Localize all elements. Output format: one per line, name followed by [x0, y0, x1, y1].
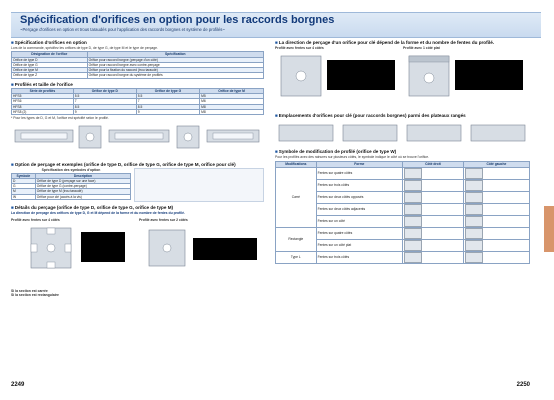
table-header: Spécification — [87, 52, 263, 57]
table-cell: 5.5 — [73, 93, 136, 98]
table-cell: Orifice de type D (perçage sur une face) — [35, 178, 130, 183]
table-row — [12, 109, 264, 114]
left-column — [11, 40, 264, 297]
page-number: 2250 — [516, 382, 530, 388]
table-cell — [463, 251, 529, 263]
page-subtitle: ~Perçage d'orifices en option et trous taraudés pour l'application des raccords borgnes et système de profilés~ — [20, 27, 225, 32]
note-label: Si la section est carrée — [11, 288, 48, 293]
table-cell: M8 — [200, 104, 264, 109]
table-cell: HFS8 — [12, 104, 74, 109]
table-cell: Orifice pour raccord borgne (perçage d'un côté) — [87, 57, 263, 62]
plate-drawing — [343, 125, 397, 141]
table-cell: Orifice pour raccord borgne du système de profilés — [87, 73, 263, 78]
section-title: ■ La direction de perçage d'un orifice pour clé dépend de la forme et du nombre de fentes du profilé. — [275, 40, 530, 45]
size-table — [11, 88, 264, 115]
plate-drawing — [471, 125, 525, 141]
group-cell: Rectangle — [276, 227, 317, 251]
table-header: Orifice de type D — [73, 88, 136, 93]
table-cell: Fentes sur deux côtés adjacents — [316, 203, 402, 215]
section-text: La direction de perçage des orifices de type D, G et M dépend de la forme et du nombre de fentes du profilé. — [11, 211, 185, 216]
note-label: Si la section est rectangulaire — [11, 292, 59, 297]
table-header: Forme — [316, 162, 402, 167]
table-cell — [463, 215, 529, 227]
profile-label: Profilé avec fentes sur 2 côtés — [139, 217, 188, 222]
section-title: ■ Profilés et taille de l'orifice — [11, 82, 264, 87]
profile-a-diagram — [11, 222, 135, 284]
profile-c-diagram — [275, 50, 399, 106]
table-cell — [463, 191, 529, 203]
table-cell: Fentes sur un côté — [316, 215, 402, 227]
group-cell: Carré — [276, 167, 317, 227]
table-cell — [402, 215, 463, 227]
section-title: ■ Symbole de modification de profilé (orifice de type W) — [275, 149, 530, 154]
profile-label: Profilé avec fentes sur 4 côtés — [275, 46, 324, 50]
plate-diagrams — [275, 119, 530, 149]
profile-b-diagram — [139, 222, 263, 284]
table-header: Symbole — [12, 173, 36, 178]
table-cell — [402, 179, 463, 191]
table-cell: Orifice de type Z — [12, 73, 88, 78]
table-cell — [402, 191, 463, 203]
profile-drawing — [79, 126, 101, 148]
table-cell: M6 — [200, 99, 264, 104]
profile-label: Profilé avec fentes sur 4 côtés — [11, 217, 60, 222]
table-cell: Fentes sur quatre côtés — [316, 167, 402, 179]
table-cell — [463, 227, 529, 239]
section-title: ■ Spécification d'orifices en option — [11, 40, 264, 45]
table-cell: Fentes sur quatre côtés — [316, 227, 402, 239]
table-cell: Fentes sur deux côtés opposés — [316, 191, 402, 203]
table-cell: HFS5 — [12, 93, 74, 98]
table-row — [276, 251, 530, 263]
table-header: Description — [35, 173, 130, 178]
table-cell: Fentes sur trois côtés — [316, 179, 402, 191]
profile-drawing — [207, 130, 259, 142]
group-cell: Type L — [276, 251, 317, 263]
table-cell: Orifice de type M — [12, 68, 88, 73]
table-note: * Pour les types de D, G et M, l'orifice est spécifié selon le profilé. — [11, 116, 109, 121]
plate-drawing — [407, 125, 461, 141]
table-header: Orifice de type M — [200, 88, 264, 93]
right-column — [275, 40, 530, 264]
symbol-table — [11, 173, 131, 200]
title-bar — [11, 12, 541, 38]
table-cell: 8.5 — [73, 104, 136, 109]
table-cell: Fentes sur trois côtés — [316, 251, 402, 263]
table-cell: HFS8 (2) — [12, 109, 74, 114]
table-header: Côté droit — [402, 162, 463, 167]
table-cell — [402, 203, 463, 215]
table-header: Orifice de type G — [136, 88, 199, 93]
table-row — [12, 194, 131, 199]
table-cell: 7 — [136, 99, 199, 104]
table-cell: M8 — [200, 109, 264, 114]
table-cell: W — [12, 194, 36, 199]
table-cell: Orifice de type M (trou taraudé) — [35, 189, 130, 194]
table-cell: Orifice de type G (contre-perçage) — [35, 184, 130, 189]
table-cell: 8.5 — [136, 104, 199, 109]
table-cell: D — [12, 178, 36, 183]
section-tab — [544, 206, 554, 252]
table-cell — [402, 167, 463, 179]
table-cell: Orifice de type D — [12, 57, 88, 62]
section-text: Pour les profilés avec des rainures sur plusieurs côtés, le symbole indique le côté où se trouve l'orifice. — [275, 155, 430, 160]
page-title: Spécification d'orifices en option pour les raccords borgnes — [20, 14, 335, 26]
table-cell — [463, 203, 529, 215]
table-cell — [463, 239, 529, 251]
profile-d-diagram — [403, 50, 527, 106]
section-title: ■ Emplacements d'orifices pour clé (pour raccords borgnes) parmi des plateaux rangés — [275, 113, 530, 118]
profile-drawing — [177, 126, 199, 148]
section-text: Lors de la commande, spécifiez les orifices de type D, de type G, de type M et le type de perçage. — [11, 46, 159, 50]
profile-drawings — [11, 122, 264, 160]
page-number: 2249 — [11, 382, 25, 388]
profile-drawing — [15, 130, 73, 142]
table-cell: 5.5 — [136, 93, 199, 98]
table-caption: Spécification des symboles d'option — [41, 168, 101, 173]
section-title: ■ Détails du perçage (orifice de type D, orifice de type G, orifice de type M) — [11, 205, 264, 210]
option-diagram — [134, 168, 264, 202]
table-cell: G — [12, 184, 36, 189]
section-title: ■ Option de perçage et exemples (orifice de type D, orifice de type G, orifice de type M, orifice pour clé) — [11, 162, 264, 167]
table-row — [276, 227, 530, 239]
table-cell: Orifice pour la fixation du raccord (trou taraudé) — [87, 68, 263, 73]
table-row — [12, 73, 264, 78]
table-header: Modifications — [276, 162, 317, 167]
table-cell: M5 — [200, 93, 264, 98]
table-cell: Orifice de type G — [12, 62, 88, 67]
table-cell: Orifice pour raccord borgne avec contre-perçage — [87, 62, 263, 67]
table-cell — [402, 251, 463, 263]
option-table — [11, 51, 264, 78]
table-cell: M — [12, 189, 36, 194]
table-row — [276, 167, 530, 179]
table-cell: Fentes sur un côté plat — [316, 239, 402, 251]
table-header: Désignation de l'orifice — [12, 52, 88, 57]
table-cell — [402, 227, 463, 239]
plate-drawing — [279, 125, 333, 141]
modification-table — [275, 161, 530, 263]
table-cell: 7 — [73, 99, 136, 104]
table-cell: 9 — [73, 109, 136, 114]
table-cell: 9 — [136, 109, 199, 114]
table-header: Série de profilés — [12, 88, 74, 93]
table-cell — [402, 239, 463, 251]
table-cell: HFS6 — [12, 99, 74, 104]
table-cell — [463, 179, 529, 191]
table-cell: Orifice pour clé (accès à la vis) — [35, 194, 130, 199]
profile-drawing — [109, 130, 169, 142]
profile-label: Profilé avec 1 côté plat — [403, 46, 440, 50]
table-cell — [463, 167, 529, 179]
table-header: Côté gauche — [463, 162, 529, 167]
